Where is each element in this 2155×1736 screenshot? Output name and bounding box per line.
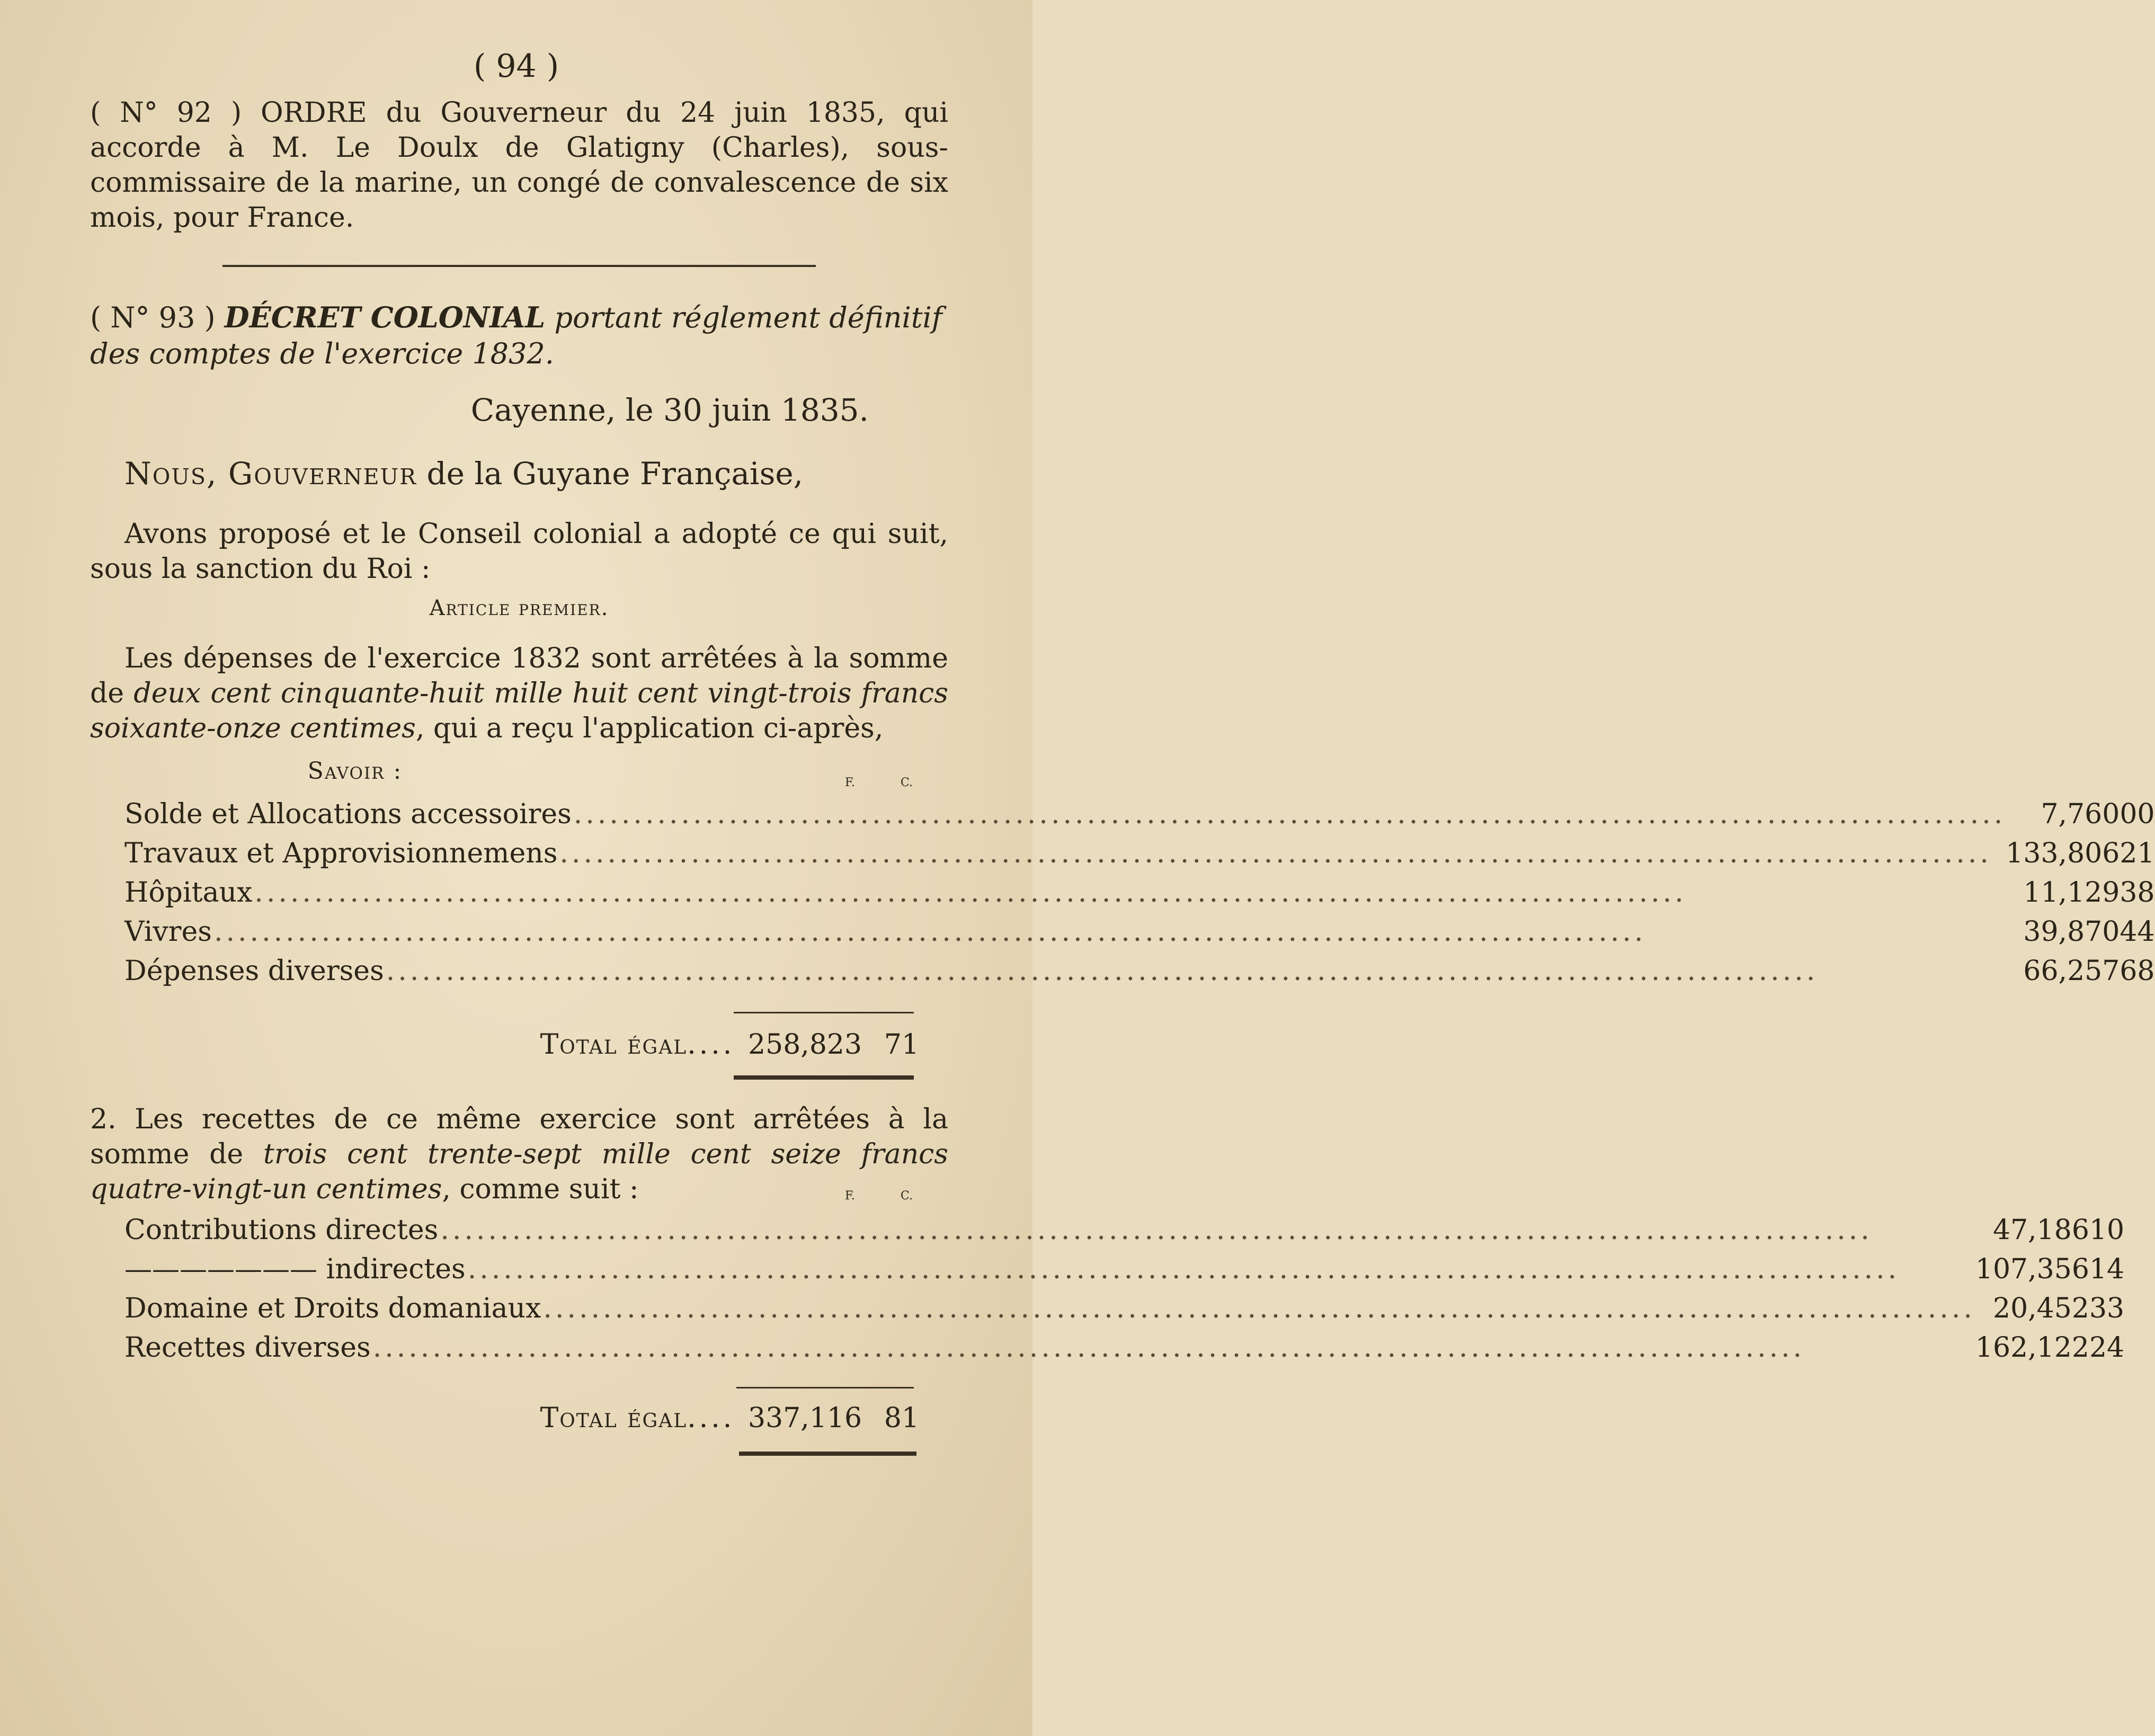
row-label: Solde et Allocations accessoires	[124, 798, 572, 830]
table-row	[124, 951, 2155, 991]
table-row	[124, 912, 2155, 951]
receipts-total-francs: 337,116	[748, 1402, 862, 1434]
row-cents: 68	[2120, 955, 2155, 987]
expenses-total: Total égal.... 258,823 71	[124, 1025, 919, 1064]
row-label: Hôpitaux	[124, 877, 253, 909]
row-francs: 133,806	[2006, 838, 2120, 869]
expenses-total-cents: 71	[884, 1029, 919, 1061]
row-label: ——————— indirectes	[124, 1253, 466, 1285]
row-francs: 107,356	[1975, 1253, 2089, 1285]
article-1-amount: deux cent cinquante-huit mille huit cent vingt-trois francs soixante-onze centimes	[90, 678, 948, 744]
expenses-table	[124, 795, 2155, 991]
table-row	[124, 1210, 2124, 1250]
col-centimes-header: C.	[901, 776, 913, 789]
article-heading: Article premier.	[429, 596, 609, 620]
savoir-heading: Savoir :	[307, 758, 403, 785]
leader-dots: ........................................................................................................................	[467, 1253, 1900, 1285]
receipts-total-double-rule	[739, 1452, 916, 1456]
article-2-start: 2. Les recettes de ce même exercice sont arrêtées à la somme de	[90, 1103, 948, 1170]
row-cents: 10	[2089, 1214, 2125, 1246]
row-francs: 162,122	[1975, 1332, 2089, 1364]
receipts-total-cents: 81	[884, 1402, 919, 1434]
row-cents: 38	[2120, 877, 2155, 909]
article-1-text	[90, 641, 948, 746]
row-label: Dépenses diverses	[124, 955, 384, 987]
table-row	[124, 873, 2155, 912]
row-label: Vivres	[124, 916, 212, 948]
row-francs: 11,129	[2023, 877, 2120, 909]
row-label: Contributions directes	[124, 1214, 439, 1246]
row-label: Recettes diverses	[124, 1332, 371, 1364]
table-row	[124, 1250, 2124, 1289]
row-cents: 14	[2089, 1253, 2125, 1285]
leader-dots: ........................................................................................................................	[543, 1293, 1975, 1324]
row-francs: 20,452	[1992, 1293, 2089, 1324]
col-francs-header-2: F.	[845, 1189, 855, 1203]
col-francs-header: F.	[845, 776, 855, 789]
place-date: Cayenne, le 30 juin 1835.	[470, 392, 869, 428]
row-cents: 00	[2120, 798, 2155, 830]
expenses-total-francs: 258,823	[748, 1029, 862, 1061]
preamble-lead: Nous, Gouverneur	[124, 456, 417, 492]
row-francs: 39,870	[2023, 916, 2120, 948]
row-cents: 24	[2089, 1332, 2125, 1364]
leader-dots: ........................................................................................................................	[573, 798, 2006, 830]
row-cents: 21	[2120, 838, 2155, 869]
article-2-text	[90, 1102, 948, 1207]
preamble	[124, 456, 983, 492]
row-cents: 44	[2120, 916, 2155, 948]
decree-title: DÉCRET COLONIAL	[224, 300, 546, 334]
col-centimes-header-2: C.	[901, 1189, 913, 1203]
preamble-rest: de la Guyane Française,	[426, 456, 804, 492]
leader-dots: ........................................................................................................................	[254, 877, 1687, 909]
receipts-table	[124, 1210, 2125, 1367]
table-row	[124, 834, 2155, 873]
table-row	[124, 1328, 2124, 1367]
row-francs: 66,257	[2023, 955, 2120, 987]
article-2-end: , comme suit :	[442, 1173, 639, 1205]
article-2-amount: trois cent trente-sept mille cent seize francs quatre-vingt-un centimes	[90, 1138, 948, 1205]
leader-dots: ........................................................................................................................	[386, 955, 1819, 987]
receipts-total: Total égal.... 337,116 81	[124, 1399, 919, 1438]
article-1-end: , qui a reçu l'application ci-après,	[415, 713, 884, 744]
receipts-total-label: Total égal	[540, 1402, 688, 1434]
row-label: Domaine et Droits domaniaux	[124, 1293, 541, 1324]
entry-93-heading	[90, 299, 948, 372]
page-number: ( 94 )	[473, 48, 559, 85]
leader-dots: ........................................................................................................................	[440, 1214, 1873, 1246]
expenses-total-label: Total égal	[540, 1029, 688, 1061]
entry-93-number: ( N° 93 )	[90, 301, 216, 334]
leader-dots: ........................................................................................................................	[213, 916, 1646, 948]
subtotal-rule	[734, 1012, 914, 1013]
decree-subtitle: portant réglement définitif des comptes de l'exercice 1832.	[90, 301, 942, 370]
row-cents: 33	[2089, 1293, 2125, 1324]
row-label: Travaux et Approvisionnemens	[124, 838, 558, 869]
table-row	[124, 1289, 2124, 1328]
total-double-rule	[734, 1075, 914, 1080]
proposal-text: Avons proposé et le Conseil colonial a adopté ce qui suit, sous la sanction du Roi :	[90, 518, 948, 585]
separator-rule	[222, 265, 816, 267]
table-row	[124, 795, 2155, 834]
entry-92: ( N° 92 ) ORDRE du Gouverneur du 24 juin 1835, qui accorde à M. Le Doulx de Glatigny (Charles), sous-commissaire de la marine, un congé de convalescence de six mois, pour France.	[90, 97, 948, 234]
row-francs: 7,760	[2041, 798, 2120, 830]
receipts-subtotal-rule	[736, 1387, 914, 1388]
row-francs: 47,186	[1992, 1214, 2089, 1246]
leader-dots: ........................................................................................................................	[372, 1332, 1805, 1364]
leader-dots: ........................................................................................................................	[559, 838, 1992, 869]
article-1-start: Les dépenses de l'exercice 1832 sont arrêtées à la somme de	[90, 643, 948, 709]
